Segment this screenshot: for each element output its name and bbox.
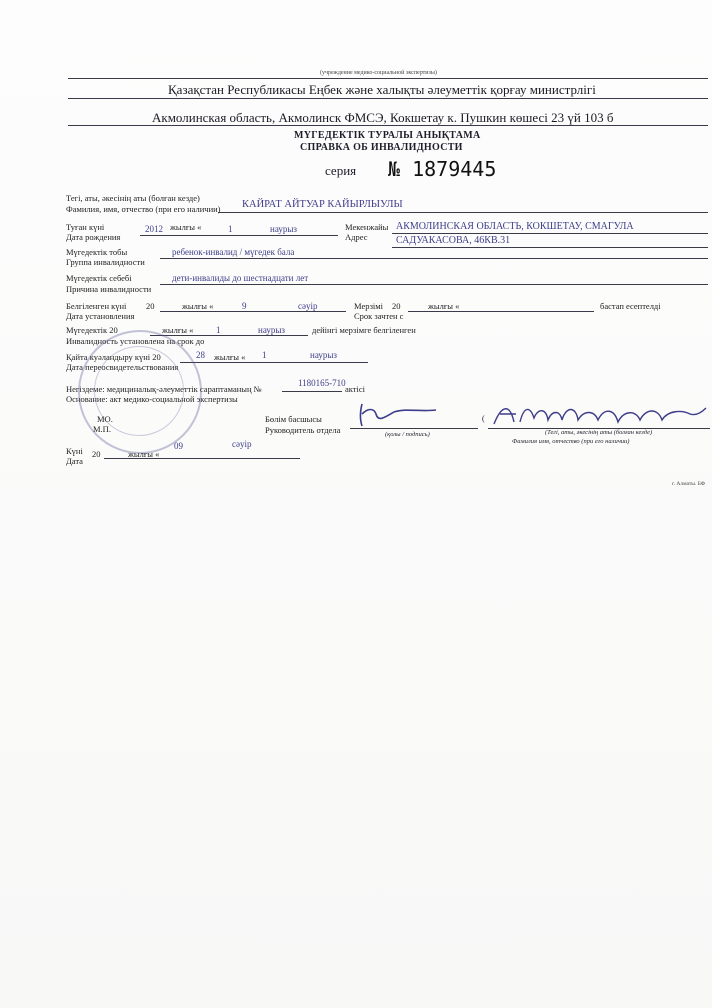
established-day: 9 bbox=[242, 301, 247, 311]
date-rule bbox=[104, 458, 300, 459]
head-name-caption-kz: (Тегі, аты, әкесінің аты (болған кезде) bbox=[545, 429, 653, 436]
until-year-word: жылғы « bbox=[162, 325, 194, 335]
address-rule-1 bbox=[392, 233, 708, 234]
group-rule bbox=[160, 258, 708, 259]
address-label-ru: Адрес bbox=[345, 232, 368, 242]
recheck-year-word: жылғы « bbox=[214, 352, 246, 362]
basis-rule bbox=[282, 391, 342, 392]
birth-month: наурыз bbox=[270, 224, 297, 234]
address-label-kz: Мекенжайы bbox=[345, 222, 389, 232]
head-name-caption-ru: Фамилия имя, отчество (при его наличии) bbox=[512, 438, 630, 445]
established-label-kz: Белгіленген күні bbox=[66, 301, 127, 311]
established-year-prefix: 20 bbox=[146, 301, 155, 311]
head-sign-rule bbox=[350, 428, 478, 429]
established-month: сәуір bbox=[298, 301, 318, 311]
certificate-number: № 1879445 bbox=[388, 157, 497, 181]
head-sign-caption: (қолы / подпись) bbox=[385, 431, 430, 438]
birth-day: 1 bbox=[228, 224, 233, 234]
birth-year: 2012 bbox=[145, 224, 163, 234]
birth-rule bbox=[140, 235, 338, 236]
name-rule bbox=[218, 212, 708, 213]
recheck-day: 1 bbox=[262, 350, 267, 360]
head-name-handwritten bbox=[490, 398, 710, 430]
term-label-ru: Срок зачтен с bbox=[354, 311, 404, 321]
title-kz: МҮГЕДЕКТІК ТУРАЛЫ АНЫҚТАМА bbox=[294, 130, 481, 141]
name-label-ru: Фамилия, имя, отчество (при его наличии) bbox=[66, 204, 221, 214]
stamp-label-ru: М.П. bbox=[93, 424, 111, 434]
cause-rule bbox=[160, 284, 708, 285]
date-year-word: жылғы « bbox=[128, 449, 160, 459]
address-line: Акмолинская область, Акмолинск ФМСЭ, Кокшетау к. Пушкин көшесі 23 үй 103 б bbox=[152, 110, 614, 125]
stamp-label-kz: МО. bbox=[97, 414, 113, 424]
term-year-prefix: 20 bbox=[392, 301, 401, 311]
name-label-kz: Тегі, аты, әкесінің аты (болған кезде) bbox=[66, 193, 200, 203]
head-label-ru: Руководитель отдела bbox=[265, 425, 341, 435]
term-label-kz: Мерзімі bbox=[354, 301, 384, 311]
basis-label-ru: Основание: акт медико-социальной экспертизы bbox=[66, 394, 238, 404]
birth-label-kz: Туған күні bbox=[66, 222, 105, 232]
group-value: ребенок-инвалид / мүгедек бала bbox=[172, 247, 295, 257]
term-rule bbox=[408, 311, 594, 312]
date-month: сәуір bbox=[232, 439, 252, 449]
date-label-kz: Күні bbox=[66, 446, 83, 456]
until-day: 1 bbox=[216, 325, 221, 335]
basis-number: 1180165-710 bbox=[298, 378, 346, 388]
ministry-caption: (учреждение медико-социальной экспертизы) bbox=[320, 70, 437, 76]
birth-label-ru: Дата рождения bbox=[66, 232, 121, 242]
basis-label-kz: Негіздеме: медициналық-әлеуметтік сараптаманың № bbox=[66, 384, 262, 394]
address-rule-2 bbox=[392, 247, 708, 248]
header-rule-1 bbox=[68, 78, 708, 79]
recheck-month: наурыз bbox=[310, 350, 337, 360]
title-ru: СПРАВКА ОБ ИНВАЛИДНОСТИ bbox=[300, 142, 463, 153]
cause-label-ru: Причина инвалидности bbox=[66, 284, 152, 294]
until-label-kz: Мүгедектік 20 bbox=[66, 325, 118, 335]
date-year-prefix: 20 bbox=[92, 449, 101, 459]
head-name-bracket: ( bbox=[482, 414, 485, 423]
address-line-1: АКМОЛИНСКАЯ ОБЛАСТЬ, КОКШЕТАУ, СМАГУЛА bbox=[396, 221, 634, 232]
official-seal bbox=[78, 330, 202, 454]
recheck-label-kz: Қайта куәландыру күні 20 bbox=[66, 352, 161, 362]
date-day: 09 bbox=[174, 441, 183, 451]
header-rule-2 bbox=[68, 98, 708, 99]
series-label: серия bbox=[325, 163, 357, 178]
term-tail: бастап есептелді bbox=[600, 301, 661, 311]
cause-value: дети-инвалиды до шестнадцати лет bbox=[172, 273, 309, 283]
established-label-ru: Дата установления bbox=[66, 311, 135, 321]
until-label-ru: Инвалидность установлена на срок до bbox=[66, 336, 205, 346]
date-label-ru: Дата bbox=[66, 456, 83, 466]
recheck-rule bbox=[180, 362, 368, 363]
recheck-year: 28 bbox=[196, 350, 205, 360]
until-month: наурыз bbox=[258, 325, 285, 335]
head-label-kz: Бөлім басшысы bbox=[265, 414, 322, 424]
established-rule bbox=[160, 311, 346, 312]
header-rule-3 bbox=[68, 125, 708, 126]
until-tail: дейінгі мерзімге белгіленген bbox=[312, 325, 416, 335]
group-label-ru: Группа инвалидности bbox=[66, 257, 145, 267]
birth-year-word: жылғы « bbox=[170, 222, 202, 232]
established-year-word: жылғы « bbox=[182, 301, 214, 311]
name-value: КАЙРАТ АЙТУАР КАЙЫРЛЫУЛЫ bbox=[242, 199, 403, 210]
ministry-name: Қазақстан Республикасы Еңбек және халықты әлеуметтік қорғау министрлігі bbox=[168, 82, 596, 97]
recheck-label-ru: Дата переосвидетельствования bbox=[66, 362, 179, 372]
cause-label-kz: Мүгедектік себебі bbox=[66, 273, 132, 283]
printer-note: г. Алматы. БФ bbox=[672, 481, 706, 487]
term-year-word: жылғы « bbox=[428, 301, 460, 311]
basis-tail: актісі bbox=[345, 384, 366, 394]
group-label-kz: Мүгедектік тобы bbox=[66, 247, 128, 257]
address-line-2: САДУАКАСОВА, 46КВ.31 bbox=[396, 235, 511, 246]
head-signature bbox=[350, 398, 440, 432]
